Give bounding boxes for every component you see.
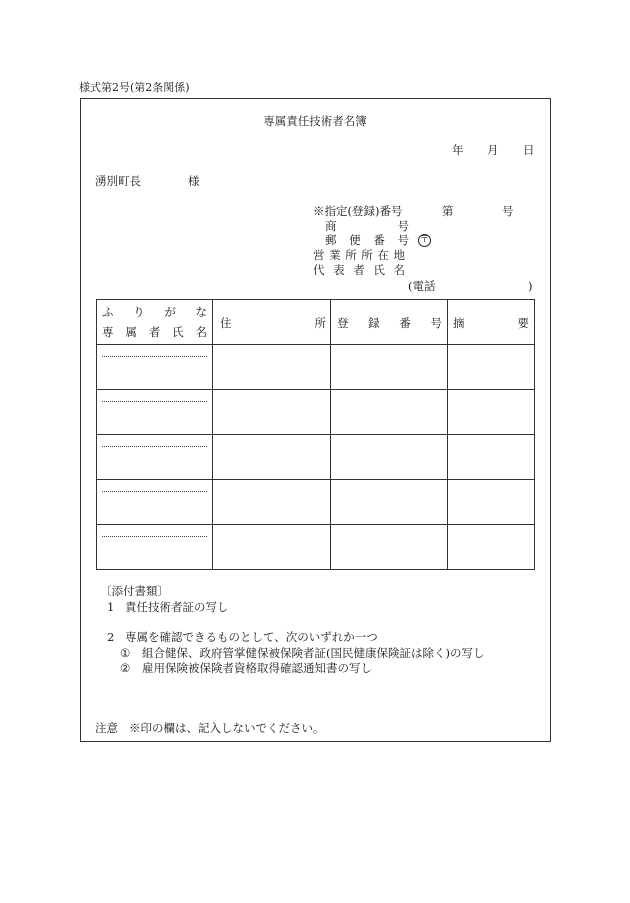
attachment-option-mark: ① <box>120 646 131 660</box>
label-glyph: 号 <box>397 233 409 247</box>
label-glyph: 名 <box>195 325 207 339</box>
furigana-dotted-line <box>102 356 207 357</box>
label-glyph: 専 <box>102 325 114 339</box>
furigana-dotted-line <box>102 491 207 492</box>
table-row-address-cell <box>213 480 331 525</box>
table-row-registration-cell <box>331 525 448 570</box>
header-registration-no-cell <box>331 300 448 345</box>
table-row-name-cell <box>97 480 213 525</box>
table-row-remarks-cell <box>448 390 535 435</box>
table-row-name-cell <box>97 525 213 570</box>
header-furigana <box>102 307 207 319</box>
label-glyph: 業 <box>329 248 341 262</box>
attachment-item-text: 専属を確認できるものとして、次のいずれか一つ <box>125 630 378 644</box>
label-glyph: 所 <box>361 248 373 262</box>
page-title: 専属責任技術者名簿 <box>263 114 367 128</box>
header-exclusive-person-name <box>102 327 207 339</box>
table-row-name-cell <box>97 435 213 480</box>
attachment-option-mark: ② <box>120 661 131 675</box>
label-glyph: 便 <box>349 233 361 247</box>
attachment-item-text: 責任技術者証の写し <box>125 600 229 614</box>
table-row-registration-cell <box>331 390 448 435</box>
table-row-remarks-cell <box>448 525 535 570</box>
attachments-heading: 〔添付書類〕 <box>100 584 169 598</box>
label-glyph: 番 <box>399 316 411 330</box>
table-row-registration-cell <box>331 345 448 390</box>
date-day-label: 日 <box>523 143 535 157</box>
label-glyph: 登 <box>337 316 349 330</box>
table-row-registration-cell <box>331 435 448 480</box>
label-glyph: 録 <box>368 316 380 330</box>
table-row-name-cell <box>97 345 213 390</box>
date-year-label: 年 <box>452 143 464 157</box>
registration-number-prefix: 第 <box>442 204 454 218</box>
attachment-option-text: 組合健保、政府管掌健保被保険者証(国民健康保険証は除く)の写し <box>142 646 485 660</box>
attachment-item-number: 2 <box>107 630 115 644</box>
register-table <box>96 299 535 570</box>
note-label: 注意 <box>95 721 118 735</box>
table-row-remarks-cell <box>448 480 535 525</box>
trade-name-label <box>325 221 409 233</box>
label-glyph: 番 <box>373 233 385 247</box>
label-glyph: が <box>164 305 176 319</box>
label-glyph: 住 <box>220 316 232 330</box>
addressee-honorific: 様 <box>188 174 200 188</box>
furigana-dotted-line <box>102 446 207 447</box>
date-month-label: 月 <box>487 143 499 157</box>
registration-number-label: ※指定(登録)番号 <box>313 204 403 218</box>
form-number-label: 様式第2号(第2条関係) <box>79 81 190 94</box>
label-glyph: 商 <box>325 219 337 233</box>
label-glyph: 摘 <box>453 316 465 330</box>
table-row-name-cell <box>97 390 213 435</box>
label-glyph: 営 <box>313 248 325 262</box>
postal-code-label <box>325 235 409 247</box>
label-glyph: 氏 <box>373 263 385 277</box>
addressee-name: 湧別町長 <box>95 174 141 188</box>
label-glyph: 者 <box>353 263 365 277</box>
label-glyph: り <box>133 305 145 319</box>
header-remarks <box>453 318 529 330</box>
furigana-dotted-line <box>102 536 207 537</box>
note-text: ※印の欄は、記入しないでください。 <box>129 721 325 735</box>
label-glyph: 在 <box>377 248 389 262</box>
header-name-cell <box>97 300 213 345</box>
phone-label: (電話 <box>408 279 436 293</box>
label-glyph: 代 <box>313 263 325 277</box>
label-glyph: 名 <box>393 263 405 277</box>
label-glyph: 要 <box>517 316 529 330</box>
label-glyph: 表 <box>333 263 345 277</box>
office-address-label <box>313 250 405 262</box>
label-glyph: 所 <box>345 248 357 262</box>
table-row-address-cell <box>213 345 331 390</box>
label-glyph: 氏 <box>172 325 184 339</box>
registration-number-suffix: 号 <box>502 204 514 218</box>
representative-name-label <box>313 265 405 277</box>
header-remarks-cell <box>448 300 535 345</box>
label-glyph: 者 <box>148 325 161 339</box>
label-glyph: 属 <box>125 325 137 339</box>
label-glyph: 郵 <box>325 233 337 247</box>
header-address-cell <box>213 300 331 345</box>
postal-mark-icon: 〒 <box>419 235 429 245</box>
label-glyph: 号 <box>397 219 409 233</box>
header-address <box>220 318 326 330</box>
table-row-remarks-cell <box>448 435 535 480</box>
table-row-registration-cell <box>331 480 448 525</box>
table-row-address-cell <box>213 390 331 435</box>
label-glyph: 地 <box>393 248 405 262</box>
label-glyph: ふ <box>102 305 114 319</box>
label-glyph: な <box>195 305 207 319</box>
attachment-item-number: 1 <box>107 600 115 614</box>
attachment-option-text: 雇用保険被保険者資格取得確認通知書の写し <box>142 661 372 675</box>
phone-close-paren: ) <box>528 279 533 293</box>
label-glyph: 号 <box>430 316 442 330</box>
furigana-dotted-line <box>102 401 207 402</box>
table-row-address-cell <box>213 435 331 480</box>
table-row-remarks-cell <box>448 345 535 390</box>
header-registration-number <box>337 318 442 330</box>
table-row-address-cell <box>213 525 331 570</box>
label-glyph: 所 <box>314 316 326 330</box>
